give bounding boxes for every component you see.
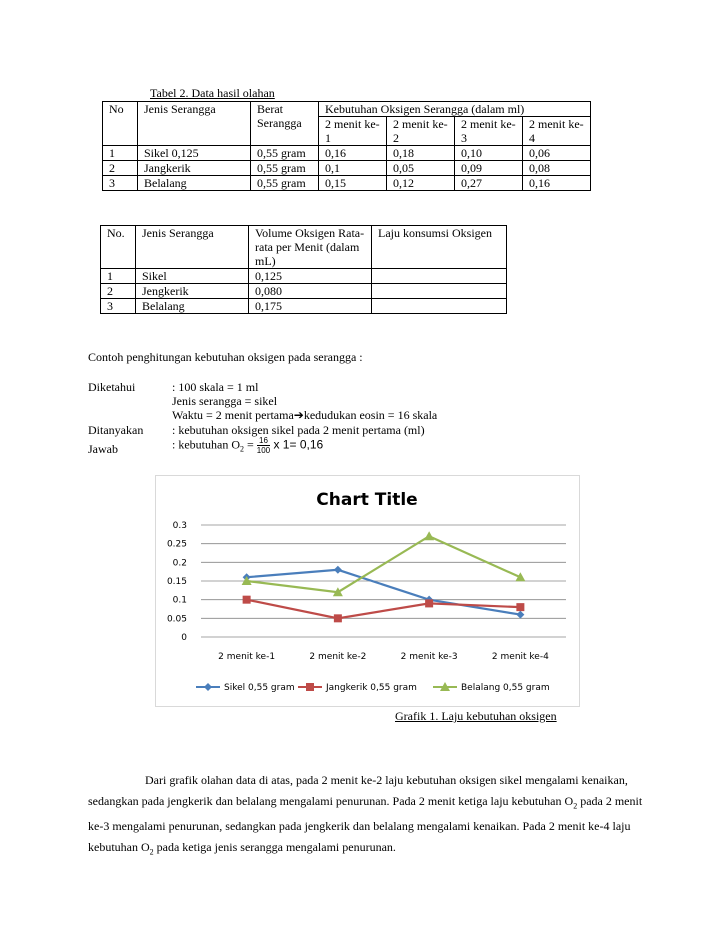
- chart-title: Chart Title: [316, 490, 418, 510]
- ditanyakan-label: Ditanyakan: [88, 423, 144, 437]
- legend-entry: Jangkerik 0,55 gram: [326, 683, 417, 693]
- cell-jenis: Jengkerik: [136, 284, 249, 299]
- cell-no: 2: [103, 161, 138, 176]
- subheader-2: 2 menit ke-2: [387, 117, 455, 146]
- cell-no: 3: [103, 176, 138, 191]
- legend-entry: Belalang 0,55 gram: [461, 683, 550, 693]
- series-line: [247, 600, 521, 619]
- table1-caption: Tabel 2. Data hasil olahan: [150, 86, 275, 100]
- header-volume: Volume Oksigen Rata-rata per Menit (dalam mL): [249, 226, 372, 269]
- subheader-4: 2 menit ke-4: [523, 117, 591, 146]
- header-kebutuhan: Kebutuhan Oksigen Serangga (dalam ml): [319, 102, 591, 117]
- conclusion-sub: 2: [573, 801, 578, 811]
- cell-laju: [372, 269, 507, 284]
- fraction: [257, 436, 270, 455]
- chart-svg: [156, 476, 579, 706]
- data-point: [516, 603, 524, 611]
- cell-no: 1: [103, 146, 138, 161]
- cell-jenis: Belalang: [136, 299, 249, 314]
- data-point: [425, 599, 433, 607]
- subheader-3: 2 menit ke-3: [455, 117, 523, 146]
- x-tick-label: 2 menit ke-3: [400, 652, 458, 662]
- y-tick-label: 0.05: [166, 614, 187, 625]
- header-laju: Laju konsumsi Oksigen: [372, 226, 507, 269]
- cell-value: 0,27: [455, 176, 523, 191]
- header-berat: Berat Serangga: [251, 102, 319, 146]
- jawab-eq: =: [244, 437, 257, 452]
- table-row: [101, 284, 507, 299]
- diketahui-line: : 100 skala = 1 ml: [172, 380, 259, 394]
- conclusion-text: Dari grafik olahan data di atas, pada 2 menit ke-2 laju kebutuhan oksigen sikel mengalami kenaikan, sedangkan pada jengkerik dan belalang mengalami penurunan. Pada 2 menit ketiga laju kebutuhan O: [88, 773, 628, 808]
- conclusion-paragraph: [88, 770, 648, 863]
- x-tick-label: 2 menit ke-4: [491, 652, 549, 662]
- diketahui-line: Jenis serangga = sikel: [172, 394, 278, 408]
- header-jenis: Jenis Serangga: [138, 102, 251, 146]
- cell-value: 0,09: [455, 161, 523, 176]
- cell-jenis: Sikel: [136, 269, 249, 284]
- cell-value: 0,12: [387, 176, 455, 191]
- legend-entry: Sikel 0,55 gram: [224, 683, 295, 693]
- y-tick-label: 0.2: [172, 558, 187, 569]
- cell-value: 0,06: [523, 146, 591, 161]
- jawab-sub: 2: [240, 444, 244, 454]
- data-point: [243, 596, 251, 604]
- graph-caption: Grafik 1. Laju kebutuhan oksigen: [395, 709, 557, 723]
- cell-value: 0,08: [523, 161, 591, 176]
- conclusion-sub: 2: [149, 847, 154, 857]
- table-row: [103, 161, 591, 176]
- cell-jenis: Sikel 0,125: [138, 146, 251, 161]
- jawab-text: [172, 436, 323, 455]
- y-tick-label: 0.3: [172, 521, 187, 531]
- diketahui-line: [172, 408, 437, 423]
- subheader-1: 2 menit ke-1: [319, 117, 387, 146]
- data-point: [334, 614, 342, 622]
- cell-laju: [372, 284, 507, 299]
- cell-jenis: Belalang: [138, 176, 251, 191]
- x-tick-label: 2 menit ke-1: [218, 652, 276, 662]
- cell-no: 3: [101, 299, 136, 314]
- diketahui-label: Diketahui: [88, 380, 136, 394]
- ditanyakan-text: : kebutuhan oksigen sikel pada 2 menit pertama (ml): [172, 423, 425, 437]
- cell-jenis: Jangkerik: [138, 161, 251, 176]
- table-row: [103, 176, 591, 191]
- arrow-right-icon: ➔: [293, 408, 304, 422]
- cell-berat: 0,55 gram: [251, 161, 319, 176]
- jawab-label: Jawab: [88, 442, 118, 456]
- cell-berat: 0,55 gram: [251, 176, 319, 191]
- data-point: [516, 611, 524, 619]
- cell-volume: 0,175: [249, 299, 372, 314]
- jawab-prefix: : kebutuhan O: [172, 437, 240, 452]
- table-row: [103, 146, 591, 161]
- data-point: [424, 531, 434, 540]
- legend-marker: [204, 683, 212, 691]
- y-tick-label: 0.25: [166, 539, 187, 550]
- diketahui-eosin: kedudukan eosin = 16 skala: [303, 408, 438, 422]
- example-heading: Contoh penghitungan kebutuhan oksigen pada serangga :: [88, 350, 363, 364]
- jawab-suffix: x 1= 0,16: [270, 437, 324, 452]
- line-chart: [155, 475, 580, 707]
- fraction-numerator: 16: [257, 436, 270, 446]
- y-tick-label: 0.15: [166, 577, 187, 587]
- cell-no: 1: [101, 269, 136, 284]
- cell-laju: [372, 299, 507, 314]
- cell-berat: 0,55 gram: [251, 146, 319, 161]
- cell-volume: 0,080: [249, 284, 372, 299]
- header-jenis: Jenis Serangga: [136, 226, 249, 269]
- cell-value: 0,05: [387, 161, 455, 176]
- fraction-denominator: 100: [256, 446, 271, 455]
- x-tick-label: 2 menit ke-2: [309, 652, 367, 662]
- cell-value: 0,1: [319, 161, 387, 176]
- header-no: No.: [101, 226, 136, 269]
- legend-marker: [306, 683, 314, 691]
- table-row: [101, 299, 507, 314]
- table-row: [101, 269, 507, 284]
- conclusion-text: pada 2 menit ke-3 mengalami penurunan, sedangkan pada jengkerik dan belalang mengalami kenaikan. Pada 2 menit ke-4 laju kebutuhan O: [88, 794, 643, 855]
- diketahui-waktu: Waktu = 2 menit pertama: [172, 408, 294, 422]
- cell-value: 0,16: [319, 146, 387, 161]
- conclusion-text: pada ketiga jenis serangga mengalami penurunan.: [153, 840, 396, 855]
- cell-volume: 0,125: [249, 269, 372, 284]
- cell-value: 0,15: [319, 176, 387, 191]
- cell-value: 0,16: [523, 176, 591, 191]
- cell-value: 0,10: [455, 146, 523, 161]
- cell-no: 2: [101, 284, 136, 299]
- header-no: No: [103, 102, 138, 146]
- y-tick-label: 0: [181, 633, 187, 643]
- cell-value: 0,18: [387, 146, 455, 161]
- data-table-1: [102, 101, 591, 191]
- y-tick-label: 0.1: [172, 595, 187, 606]
- data-table-2: [100, 225, 507, 314]
- data-point: [334, 566, 342, 574]
